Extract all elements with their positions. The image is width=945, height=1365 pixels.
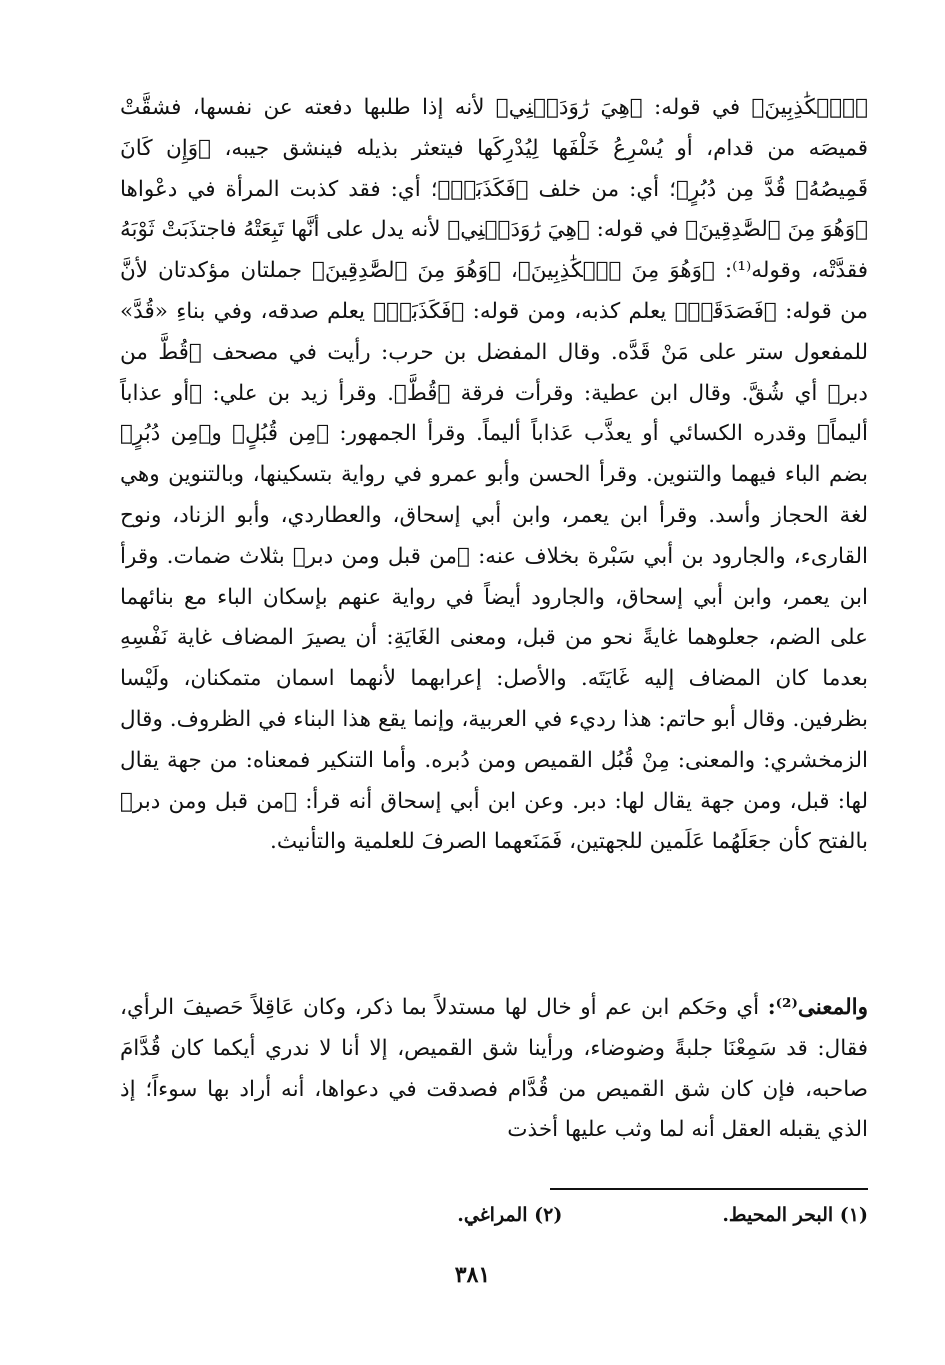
body-paragraph-2 bbox=[120, 988, 868, 1151]
paragraph-2-lead-term: والمعنى⁽²⁾: bbox=[767, 995, 868, 1020]
footnote-1: (١) البحر المحيط. bbox=[722, 1204, 868, 1226]
footnote-2: (٢) المراغي. bbox=[457, 1204, 563, 1226]
footnotes bbox=[300, 1200, 868, 1230]
body-paragraph-1: ﴿ٱلۡكَٰذِبِينَ﴾ في قوله: ﴿هِيَ رَٰوَدَتۡنِي﴾ لأنه إذا طلبها دفعته عن نفسها، فشقَّتْ قميصَه من قدام، أو يُسْرِعُ خَلْفَها لِيُدْرِكَها فيتعثر بذيله فينشق جيبه، ﴿وَإِن كَانَ قَمِيصُهُۥ قُدَّ مِن دُبُرٍ﴾؛ أي: من خلف ﴿فَكَذَبَتۡ﴾؛ أي: فقد كذبت المرأة في دعْواها ﴿وَهُوَ مِنَ ٱلصَّٰدِقِينَ﴾ في قوله: ﴿هِيَ رَٰوَدَتۡنِي﴾ لأنه يدل على أنَّها تَبِعَتْهُ فاجتذَبَتْ ثَوْبَهُ فقدَّتْه، وقوله⁽¹⁾: ﴿وَهُوَ مِنَ ٱلۡكَٰذِبِينَ﴾، ﴿وَهُوَ مِنَ ٱلصَّٰدِقِينَ﴾ جملتان مؤكدتان لأنَّ من قوله: ﴿فَصَدَقَتۡ﴾ يعلم كذبه، ومن قوله: ﴿فَكَذَبَتۡ﴾ يعلم صدقه، وفي بناءِ «قُدَّ» للمفعول ستر على مَنْ قَدَّه. وقال المفضل بن حرب: رأيت في مصحف ﴿قُطَّ من دبر﴾ أي شُقَّ. وقال ابن عطية: وقرأت فرقة ﴿قُطَّ﴾. وقرأ زيد بن علي: ﴿أو عذاباً أليماً﴾ وقدره الكسائي أو يعذَّب عَذاباً أليماً. وقرأ الجمهور: ﴿مِن قُبُلٍ﴾ و﴿مِن دُبُرٍ﴾ بضم الباء فيهما والتنوين. وقرأ الحسن وأبو عمرو في رواية بتسكينها، وبالتنوين وهي لغة الحجاز وأسد. وقرأ ابن يعمر، وابن أبي إسحاق، والعطاردي، وأبو الزناد، ونوح القارىء، والجارود بن أبي سَبْرة بخلاف عنه: ﴿من قبل ومن دبر﴾ بثلاث ضمات. وقرأ ابن يعمر، وابن أبي إسحاق، والجارود أيضاً في رواية عنهم بإسكان الباء مع بنائهما على الضم، جعلوهما غايةً نحو من قبل، ومعنى الغَايَةِ: أن يصيرَ المضاف غاية نَفْسِهِ بعدما كان المضاف إليه غَايَتَه. والأصل: إعرابهما لأنهما اسمان متمكنان، ولَيْسا بظرفين. وقال أبو حاتم: هذا رديء في العربية، وإنما يقع هذا البناء في الظروف. وقال الزمخشري: والمعنى: مِنْ قُبُل القميص ومن دُبره. وأما التنكير فمعناه: من جهة يقال لها: قبل، ومن جهة يقال لها: دبر. وعن ابن أبي إسحاق أنه قرأ: ﴿من قبل ومن دبر﴾ بالفتح كأن جعَلَهُما عَلَمين للجهتين، فَمَنَعهما الصرفَ للعلمية والتأنيث. bbox=[120, 95, 868, 855]
paragraph-2-text: أي وحَكم ابن عم أو خال لها مستدلاً بما ذكر، وكان عَاقِلاً حَصيفَ الرأي، فقال: قد سَمِعْنَا جلبةً وضوضاء، ورأينا شق القميص، إلا أنا لا ندري أيكما كان قُدَّامَ صاحبه، فإن كان شق القميص من قُدَّام فصدقت في دعواها، أنه أراد بها سوءاً؛ إذ الذي يقبله العقل أنه لما وثب عليها أخذت bbox=[120, 995, 868, 1143]
page-number: ٣٨١ bbox=[454, 1262, 491, 1288]
footnote-separator bbox=[550, 1188, 868, 1190]
